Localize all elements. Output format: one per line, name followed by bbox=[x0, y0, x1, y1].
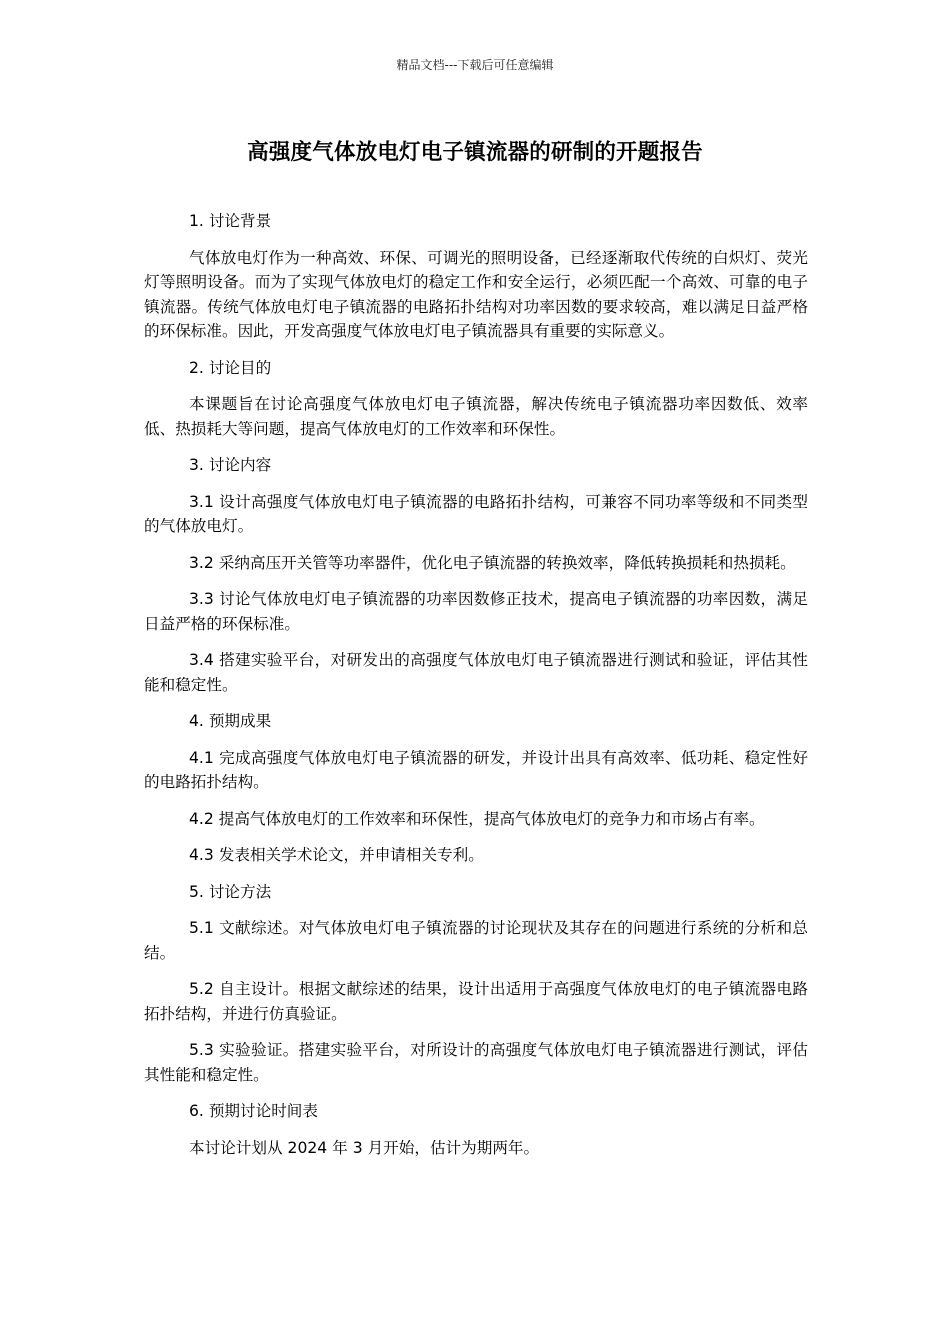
paragraph-background: 气体放电灯作为一种高效、环保、可调光的照明设备，已经逐渐取代传统的白炽灯、荧光灯等照明设备。而为了实现气体放电灯的稳定工作和安全运行，必须匹配一个高效、可靠的电子镇流器。传统气体放电灯电子镇流器的电路拓扑结构对功率因数的要求较高，难以满足日益严格的环保标准。因此，开发高强度气体放电灯电子镇流器具有重要的实际意义。 bbox=[144, 248, 808, 340]
section-heading-purpose: 2. 讨论目的 bbox=[189, 358, 272, 377]
section-heading-outcomes: 4. 预期成果 bbox=[189, 712, 272, 730]
section-heading-content: 3. 讨论内容 bbox=[189, 456, 272, 474]
paragraph-content-3-1: 3.1 设计高强度气体放电灯电子镇流器的电路拓扑结构，可兼容不同功率等级和不同类型的气体放电灯。 bbox=[144, 492, 808, 535]
paragraph-schedule: 本讨论计划从 2024 年 3 月开始，估计为期两年。 bbox=[189, 1138, 540, 1157]
section-heading-schedule: 6. 预期讨论时间表 bbox=[189, 1102, 318, 1120]
paragraph-outcome-4-3: 4.3 发表相关学术论文，并申请相关专利。 bbox=[189, 846, 484, 864]
document-title: 高强度气体放电灯电子镇流器的研制的开题报告 bbox=[247, 140, 703, 165]
paragraph-content-3-4: 3.4 搭建实验平台，对研发出的高强度气体放电灯电子镇流器进行测试和验证，评估其性能和稳定性。 bbox=[144, 651, 808, 694]
paragraph-outcome-4-1: 4.1 完成高强度气体放电灯电子镇流器的研发，并设计出具有高效率、低功耗、稳定性好的电路拓扑结构。 bbox=[144, 748, 808, 791]
paragraph-purpose: 本课题旨在讨论高强度气体放电灯电子镇流器，解决传统电子镇流器功率因数低、效率低、热损耗大等问题，提高气体放电灯的工作效率和环保性。 bbox=[144, 395, 808, 438]
document-body bbox=[144, 209, 808, 1172]
paragraph-content-3-2: 3.2 采纳高压开关管等功率器件，优化电子镇流器的转换效率，降低转换损耗和热损耗。 bbox=[189, 553, 796, 572]
paragraph-outcome-4-2: 4.2 提高气体放电灯的工作效率和环保性，提高气体放电灯的竞争力和市场占有率。 bbox=[189, 809, 765, 828]
section-heading-methods: 5. 讨论方法 bbox=[189, 882, 272, 901]
paragraph-content-3-3: 3.3 讨论气体放电灯电子镇流器的功率因数修正技术，提高电子镇流器的功率因数，满足日益严格的环保标准。 bbox=[144, 590, 808, 633]
paragraph-method-5-1: 5.1 文献综述。对气体放电灯电子镇流器的讨论现状及其存在的问题进行系统的分析和总结。 bbox=[144, 919, 808, 962]
section-heading-background: 1. 讨论背景 bbox=[189, 212, 272, 230]
paragraph-method-5-3: 5.3 实验验证。搭建实验平台，对所设计的高强度气体放电灯电子镇流器进行测试，评估其性能和稳定性。 bbox=[144, 1041, 808, 1084]
header-note: 精品文档---下载后可任意编辑 bbox=[396, 58, 554, 72]
paragraph-method-5-2: 5.2 自主设计。根据文献综述的结果，设计出适用于高强度气体放电灯的电子镇流器电路拓扑结构，并进行仿真验证。 bbox=[144, 980, 808, 1023]
